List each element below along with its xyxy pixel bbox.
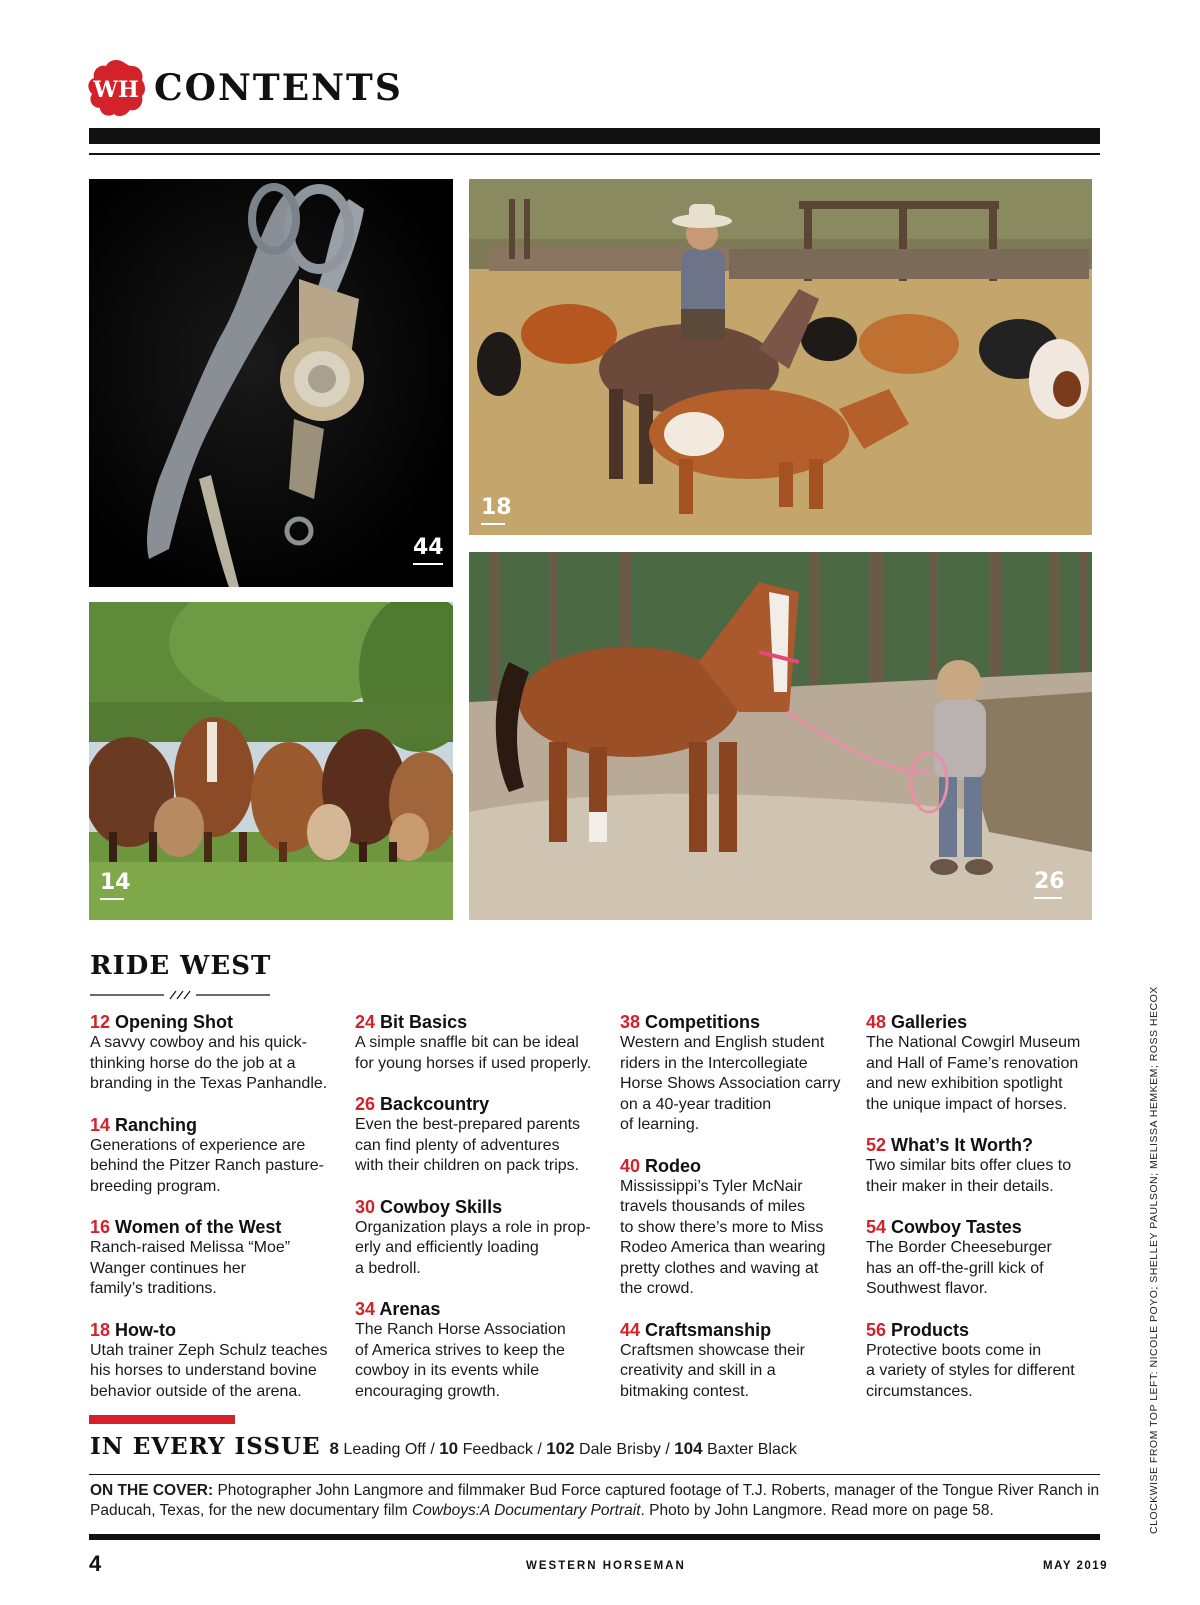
photo-page-number: 44 — [413, 535, 444, 560]
toc-entry-description: The National Cowgirl Museum and Hall of Fame’s renovation and new exhibition spotlight the unique impact of horses. — [866, 1034, 1081, 1113]
separator: / — [537, 1441, 542, 1458]
toc-entry-title: Competitions — [645, 1012, 761, 1032]
separator: / — [430, 1441, 435, 1458]
photo-page-number: 14 — [100, 870, 131, 895]
photo-credit: CLOCKWISE FROM TOP LEFT: NICOLE POYO; SHELLEY PAULSON; MELISSA HEMKEM; ROSS HECOX — [1148, 986, 1160, 1534]
toc-entry[interactable] — [355, 1299, 605, 1402]
regular-item[interactable]: 102 Dale Brisby — [546, 1439, 661, 1458]
toc-entry-title: Rodeo — [645, 1155, 702, 1176]
separator: / — [665, 1441, 670, 1458]
photo-page-number: 18 — [481, 495, 512, 520]
photo-number-underline — [1034, 897, 1062, 899]
toc-column-3 — [620, 1012, 870, 1422]
photo-number-underline — [481, 523, 505, 525]
toc-entry-title: Products — [891, 1319, 970, 1340]
toc-entry-title: Craftsmanship — [645, 1319, 772, 1340]
toc-page-number: 38 — [620, 1012, 641, 1032]
toc-entry-description: Utah trainer Zeph Schulz teaches his horses to understand bovine behavior outside of the arena. — [90, 1341, 328, 1400]
toc-entry-description: Craftsmen showcase their creativity and skill in a bitmaking contest. — [620, 1341, 805, 1400]
toc-entry[interactable] — [866, 1012, 1116, 1115]
accent-bar — [89, 1415, 235, 1424]
toc-entry-description: Protective boots come in a variety of styles for different circumstances. — [866, 1341, 1075, 1400]
toc-entry-description: Western and English student riders in the Intercollegiate Horse Shows Association carry on a 40-year tradition of learning. — [620, 1034, 841, 1133]
toc-entry-description: Organization plays a role in prop- erly and efficiently loading a bedroll. — [355, 1218, 591, 1277]
photo-number-underline — [100, 898, 124, 900]
toc-page-number: 52 — [866, 1135, 887, 1155]
issue-date: MAY 2019 — [1043, 1560, 1109, 1572]
toc-entry-description: The Border Cheeseburger has an off-the-grill kick of Southwest flavor. — [866, 1239, 1052, 1297]
toc-page-number: 14 — [90, 1114, 111, 1135]
toc-page-number: 44 — [620, 1319, 641, 1340]
toc-entry[interactable] — [90, 1115, 340, 1198]
photo-bit[interactable] — [89, 179, 453, 587]
toc-entry-title: How-to — [115, 1319, 177, 1340]
toc-entry-description: Mississippi’s Tyler McNair travels thousands of miles to show there’s more to Miss Rodeo America than wearing pretty clothes and waving at the crowd. — [620, 1177, 826, 1297]
toc-entry[interactable] — [355, 1094, 605, 1177]
svg-text:WH: WH — [93, 77, 139, 103]
photo-child-horse[interactable] — [469, 552, 1092, 920]
toc-page-number: 26 — [355, 1094, 376, 1114]
toc-entry[interactable] — [866, 1320, 1116, 1403]
page-number: 4 — [89, 1551, 102, 1576]
toc-entry-description: The Ranch Horse Association of America strives to keep the cowboy in its events while encouraging growth. — [355, 1321, 566, 1400]
photo-cowboy-cattle[interactable] — [469, 179, 1092, 535]
toc-entry-title: Women of the West — [115, 1217, 282, 1237]
section-title-ride-west: RIDE WEST — [90, 951, 272, 981]
page-title: CONTENTS — [154, 67, 403, 109]
toc-entry[interactable] — [355, 1197, 605, 1280]
header-rule-thin — [89, 153, 1100, 155]
toc-entry-title: Cowboy Tastes — [891, 1217, 1022, 1237]
photo-number-underline — [413, 563, 443, 565]
toc-entry-title: Bit Basics — [380, 1012, 468, 1032]
toc-entry[interactable] — [355, 1012, 605, 1074]
magazine-name: WESTERN HORSEMAN — [526, 1560, 686, 1572]
toc-entry[interactable] — [620, 1320, 870, 1403]
toc-entry-title: Cowboy Skills — [380, 1196, 503, 1217]
toc-entry-title: Opening Shot — [115, 1012, 234, 1032]
cover-text: Photographer John Langmore and filmmaker Bud Force captured footage of T.J. Roberts, manager of the Tongue River Ranch in Paducah, Texas, for the new documentary film — [90, 1482, 1100, 1519]
toc-column-1 — [90, 1012, 340, 1422]
toc-entry[interactable] — [90, 1320, 340, 1403]
toc-page-number: 48 — [866, 1012, 887, 1032]
toc-entry-description: Even the best-prepared parents can find plenty of adventures with their children on pack trips. — [355, 1116, 581, 1174]
toc-page-number: 34 — [355, 1299, 376, 1319]
toc-page-number: 30 — [355, 1196, 376, 1217]
toc-entry-description: Two similar bits offer clues to their maker in their details. — [866, 1157, 1072, 1195]
regular-item[interactable]: 104 Baxter Black — [674, 1439, 797, 1458]
toc-entry[interactable] — [620, 1012, 870, 1136]
toc-page-number: 24 — [355, 1012, 376, 1032]
toc-entry[interactable] — [90, 1217, 340, 1300]
toc-entry[interactable] — [866, 1217, 1116, 1300]
section-ornament — [90, 988, 270, 1000]
section-title-in-every-issue: IN EVERY ISSUE — [90, 1433, 321, 1460]
header-rule-thick — [89, 128, 1100, 144]
toc-entry-title: Backcountry — [380, 1094, 490, 1114]
toc-page-number: 18 — [90, 1319, 111, 1340]
cover-label: ON THE COVER: — [90, 1482, 214, 1499]
toc-entry-description: Generations of experience are behind the Pitzer Ranch pasture- breeding program. — [90, 1136, 324, 1195]
regular-item[interactable]: 10 Feedback — [439, 1439, 533, 1458]
film-title: Cowboys:A Documentary Portrait — [411, 1502, 641, 1519]
photo-horse-herd[interactable] — [89, 602, 453, 920]
toc-column-4 — [866, 1012, 1116, 1422]
cover-text-end: . Photo by John Langmore. Read more on page 58. — [640, 1502, 994, 1519]
photo-page-number: 26 — [1034, 869, 1065, 894]
toc-entry-title: Arenas — [379, 1299, 441, 1319]
toc-page-number: 54 — [866, 1217, 887, 1237]
cover-caption — [90, 1481, 1100, 1521]
toc-entry[interactable] — [620, 1156, 870, 1300]
toc-entry[interactable] — [90, 1012, 340, 1095]
in-every-issue — [90, 1430, 797, 1467]
toc-entry[interactable] — [866, 1135, 1116, 1197]
regular-item[interactable]: 8 Leading Off — [329, 1439, 426, 1458]
toc-page-number: 40 — [620, 1155, 641, 1176]
wh-logo — [86, 58, 146, 118]
toc-entry-title: Ranching — [115, 1114, 198, 1135]
toc-entry-title: Galleries — [891, 1012, 968, 1032]
toc-page-number: 16 — [90, 1217, 111, 1237]
toc-column-2 — [355, 1012, 605, 1422]
toc-page-number: 56 — [866, 1319, 887, 1340]
divider — [89, 1474, 1100, 1475]
toc-page-number: 12 — [90, 1012, 111, 1032]
toc-entry-description: Ranch-raised Melissa “Moe” Wanger continues her family’s traditions. — [90, 1239, 291, 1297]
toc-entry-description: A savvy cowboy and his quick- thinking horse do the job at a branding in the Texas Panhandle. — [90, 1034, 328, 1092]
footer-rule — [89, 1534, 1100, 1540]
toc-entry-title: What’s It Worth? — [891, 1135, 1034, 1155]
toc-entry-description: A simple snaffle bit can be ideal for young horses if used properly. — [355, 1034, 592, 1072]
